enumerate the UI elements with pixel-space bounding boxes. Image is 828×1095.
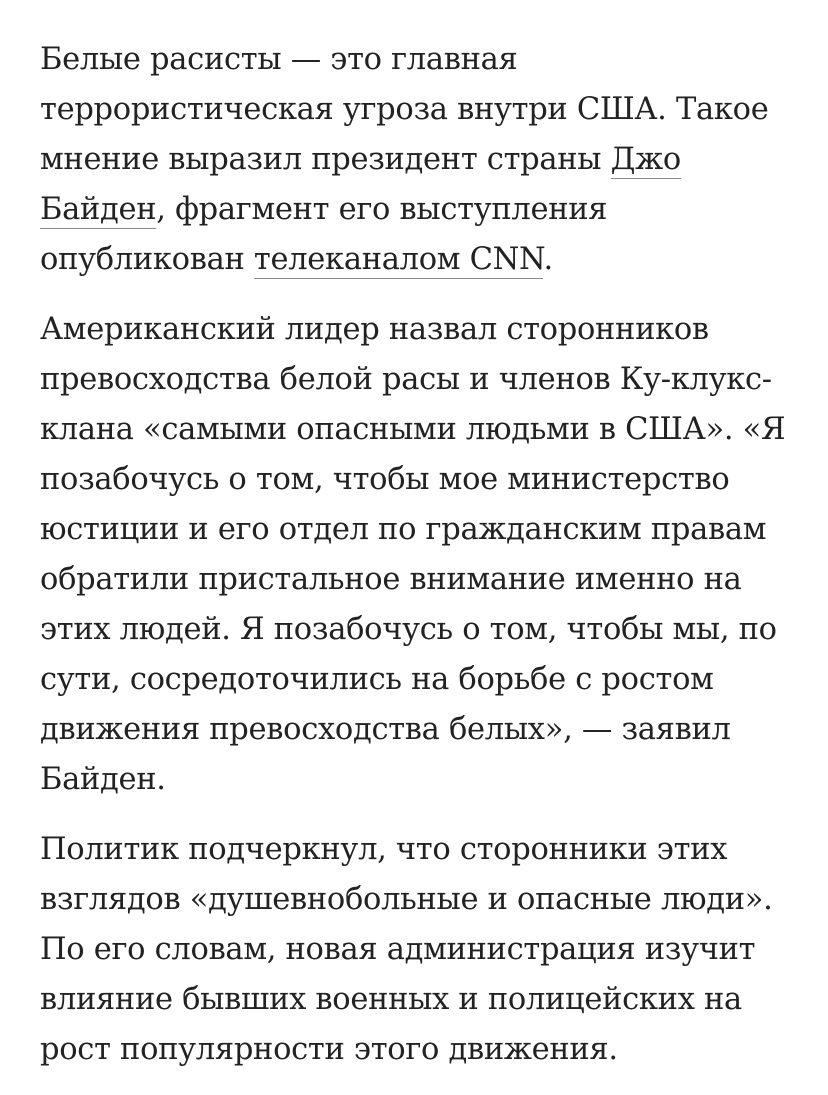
paragraph-intro	[40, 35, 800, 285]
paragraph-conclusion: Политик подчеркнул, что сторонники этих взглядов «душевнобольные и опасные люди». По его словам, новая администрация изучит влияние бывших военных и полицейских на рост популярности этого движения.	[40, 832, 773, 1067]
link-joe-biden[interactable]: Джо Байден	[40, 142, 681, 227]
paragraph-intro-text-1: Белые расисты — это главная террористическая угроза внутри США. Такое мнение выразил президент страны	[40, 42, 769, 177]
link-cnn[interactable]: телеканалом CNN	[253, 242, 544, 277]
paragraph-intro-text-2: , фрагмент его выступления опубликован	[40, 192, 608, 277]
article-body	[40, 35, 800, 1095]
paragraph-quote: Американский лидер назвал сторонников превосходства белой расы и членов Ку-клукс-клана «самыми опасными людьми в США». «Я позабочусь о том, чтобы мое министерство юстиции и его отдел по гражданским правам обратили пристальное внимание именно на этих людей. Я позабочусь о том, чтобы мы, по сути, сосредоточились на борьбе с ростом движения превосходства белых», — заявил Байден.	[40, 312, 786, 797]
paragraph-intro-text-3: .	[543, 242, 553, 277]
